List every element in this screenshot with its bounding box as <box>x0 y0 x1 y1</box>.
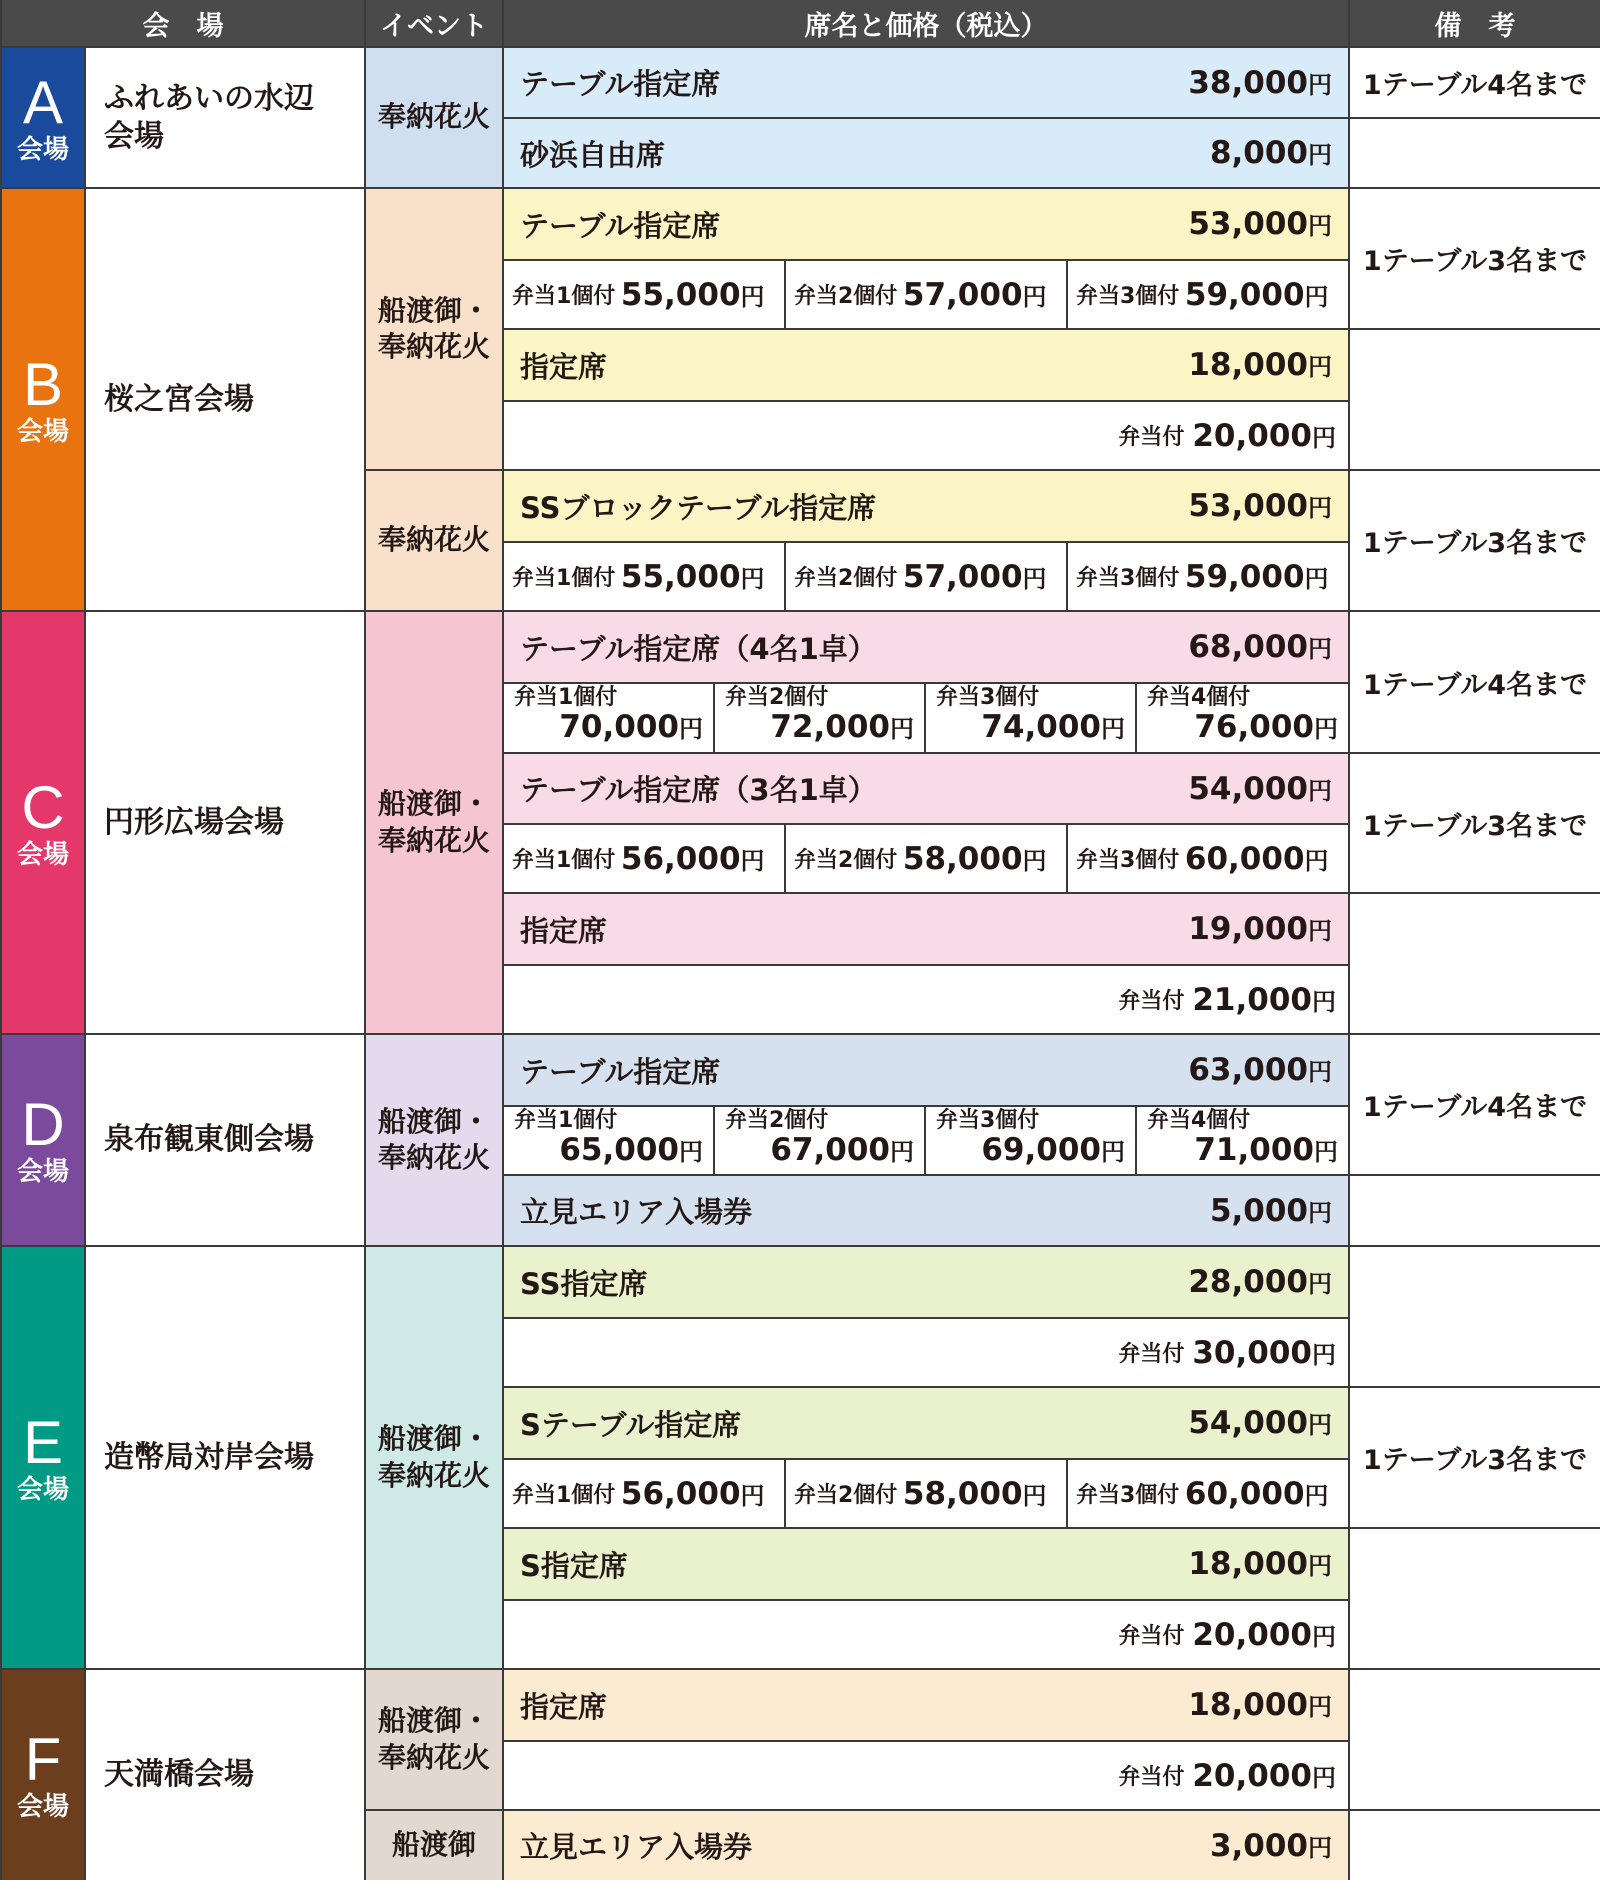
note-f1 <box>1350 1670 1600 1809</box>
seat-name: 指定席 <box>520 1689 608 1724</box>
bento-price: 59,000 <box>1184 276 1305 313</box>
bento-label: 弁当3個付 <box>936 1108 1040 1133</box>
bento-option <box>504 1601 1348 1668</box>
event-c <box>366 612 502 1033</box>
seat-row-a1 <box>504 48 1348 117</box>
venue-letter-a <box>2 48 84 187</box>
note-d2 <box>1350 1176 1600 1245</box>
bento-label: 弁当付 <box>1118 1765 1185 1790</box>
event-b2 <box>366 471 502 610</box>
bento-option <box>504 1319 1348 1386</box>
bento-price: 65,000 <box>559 1132 679 1169</box>
header-notes: 備 考 <box>1350 0 1600 46</box>
bento-price: 60,000 <box>1184 840 1305 877</box>
bento-price: 59,000 <box>1184 558 1305 595</box>
event-label-line1: 船渡御・ <box>377 1104 490 1138</box>
event-label-line2: 奉納花火 <box>377 330 490 363</box>
bento-option <box>715 684 924 752</box>
venue-name-line1: ふれあいの水辺 <box>104 81 314 116</box>
bento-option <box>504 543 784 610</box>
note-e1 <box>1350 1247 1600 1386</box>
venue-letter-e <box>2 1247 84 1668</box>
bento-option <box>786 1460 1066 1527</box>
yen-unit: 円 <box>1308 1411 1332 1439</box>
seat-row-c2 <box>504 754 1348 823</box>
seat-price: 8,000 <box>1209 135 1308 171</box>
venue-suffix: 会場 <box>16 839 69 870</box>
bento-label: 弁当2個付 <box>794 1483 898 1508</box>
seat-name: 立見エリア入場券 <box>520 1195 753 1229</box>
seat-price: 28,000 <box>1188 1264 1308 1300</box>
seat-name: S指定席 <box>520 1548 628 1583</box>
seat-name: テーブル指定席 <box>520 67 721 101</box>
note-c1: 1テーブル4名まで <box>1350 612 1600 752</box>
bento-option <box>504 966 1348 1033</box>
bento-option <box>786 543 1066 610</box>
yen-unit: 円 <box>1312 988 1336 1016</box>
bento-price: 76,000 <box>1194 709 1314 746</box>
bento-label: 弁当付 <box>1118 989 1185 1014</box>
bento-price: 55,000 <box>620 558 741 595</box>
bento-label: 弁当3個付 <box>1076 848 1180 873</box>
seat-name: 砂浜自由席 <box>520 137 666 172</box>
seat-price: 63,000 <box>1188 1052 1308 1088</box>
seat-price: 18,000 <box>1188 347 1308 383</box>
bento-option <box>1137 1107 1348 1174</box>
venue-name: 泉布観東側会場 <box>104 1122 314 1158</box>
bento-price: 56,000 <box>620 840 741 877</box>
seat-price: 18,000 <box>1188 1546 1308 1582</box>
bento-label: 弁当2個付 <box>794 284 898 309</box>
venue-letter: F <box>24 1726 62 1793</box>
seat-row-c1 <box>504 612 1348 682</box>
venue-name-d <box>86 1035 364 1245</box>
bento-option <box>1068 825 1348 892</box>
seat-row-e1 <box>504 1247 1348 1317</box>
bento-price: 57,000 <box>902 276 1023 313</box>
venue-suffix: 会場 <box>16 1474 69 1505</box>
bento-label: 弁当2個付 <box>794 848 898 873</box>
yen-unit: 円 <box>890 1138 914 1167</box>
bento-option <box>504 1460 784 1527</box>
bento-option <box>504 1742 1348 1809</box>
yen-unit: 円 <box>1308 1552 1332 1580</box>
venue-name-e <box>86 1247 364 1668</box>
seat-name: Sテーブル指定席 <box>520 1407 742 1442</box>
yen-unit: 円 <box>740 1482 765 1510</box>
venue-suffix: 会場 <box>16 1157 69 1187</box>
bento-price: 72,000 <box>770 709 890 746</box>
yen-unit: 円 <box>740 283 765 311</box>
seat-price: 3,000 <box>1209 1827 1308 1864</box>
event-e <box>366 1247 502 1668</box>
yen-unit: 円 <box>1308 1693 1332 1721</box>
yen-unit: 円 <box>1101 715 1125 744</box>
bento-label: 弁当4個付 <box>1147 685 1251 710</box>
note-e3 <box>1350 1529 1600 1668</box>
seat-row-e2 <box>504 1388 1348 1458</box>
bento-price: 60,000 <box>1184 1475 1305 1512</box>
bento-label: 弁当1個付 <box>512 1483 616 1508</box>
bento-label: 弁当1個付 <box>514 1108 618 1133</box>
venue-letter-d <box>2 1035 84 1245</box>
venue-suffix: 会場 <box>16 1792 69 1822</box>
seat-price: 68,000 <box>1188 629 1308 665</box>
bento-label: 弁当付 <box>1118 1342 1185 1367</box>
yen-unit: 円 <box>1312 1623 1336 1651</box>
seat-row-b1 <box>504 189 1348 259</box>
bento-price: 74,000 <box>981 709 1101 746</box>
bento-option <box>504 1107 713 1174</box>
venue-letter: E <box>22 1408 64 1476</box>
yen-unit: 円 <box>1312 424 1336 452</box>
bento-label: 弁当1個付 <box>514 685 618 710</box>
event-label: 船渡御 <box>391 1828 476 1862</box>
venue-name: 造幣局対岸会場 <box>104 1439 314 1475</box>
seat-price: 5,000 <box>1209 1192 1308 1229</box>
event-a <box>366 48 502 187</box>
bento-label: 弁当2個付 <box>794 566 898 591</box>
seat-name: テーブル指定席 <box>520 208 721 243</box>
bento-label: 弁当4個付 <box>1147 1108 1251 1133</box>
bento-label: 弁当3個付 <box>1076 1483 1180 1508</box>
venue-name-line2: 会場 <box>104 118 164 154</box>
note-a1: 1テーブル4名まで <box>1350 48 1600 117</box>
yen-unit: 円 <box>1308 1833 1332 1862</box>
seat-price: 53,000 <box>1188 206 1308 242</box>
bento-option <box>504 825 784 892</box>
bento-price: 57,000 <box>902 558 1023 595</box>
bento-option <box>1068 543 1348 610</box>
yen-unit: 円 <box>1308 353 1332 381</box>
venue-letter: B <box>22 350 64 418</box>
yen-unit: 円 <box>1308 1058 1332 1086</box>
seat-row-d1 <box>504 1035 1348 1105</box>
bento-label: 弁当1個付 <box>512 284 616 309</box>
yen-unit: 円 <box>1314 715 1338 744</box>
seat-name: 立見エリア入場券 <box>520 1830 753 1864</box>
venue-name: 天満橋会場 <box>104 1757 254 1793</box>
seat-row-f1 <box>504 1670 1348 1740</box>
yen-unit: 円 <box>679 715 703 744</box>
yen-unit: 円 <box>1304 565 1329 593</box>
seat-name: 指定席 <box>520 913 608 948</box>
venue-letter: C <box>21 773 65 841</box>
bento-price: 21,000 <box>1192 981 1312 1018</box>
yen-unit: 円 <box>1308 635 1332 663</box>
bento-label: 弁当2個付 <box>725 685 829 710</box>
yen-unit: 円 <box>1308 1198 1332 1227</box>
note-a2 <box>1350 119 1600 187</box>
venue-name-b <box>86 189 364 610</box>
venue-letter-b <box>2 189 84 610</box>
yen-unit: 円 <box>1022 283 1047 311</box>
note-b3: 1テーブル3名まで <box>1350 471 1600 610</box>
yen-unit: 円 <box>679 1138 703 1167</box>
venue-name-f <box>86 1670 364 1880</box>
seat-name: 指定席 <box>520 349 608 384</box>
bento-option <box>926 684 1135 752</box>
bento-option <box>504 261 784 328</box>
bento-price: 58,000 <box>902 840 1023 877</box>
event-label-line1: 船渡御・ <box>377 787 490 821</box>
note-c2: 1テーブル3名まで <box>1350 754 1600 892</box>
event-label-line2: 奉納花火 <box>377 1740 490 1774</box>
seat-row-e3 <box>504 1529 1348 1599</box>
bento-price: 20,000 <box>1192 417 1312 454</box>
seat-row-b3 <box>504 471 1348 541</box>
header-seats: 席名と価格（税込） <box>504 0 1348 46</box>
venue-letter: D <box>21 1091 65 1158</box>
venue-letter-c <box>2 612 84 1033</box>
seat-name: SS指定席 <box>520 1266 648 1301</box>
yen-unit: 円 <box>1308 1270 1332 1298</box>
seat-name: テーブル指定席（4名1卓） <box>520 631 877 666</box>
yen-unit: 円 <box>1101 1138 1125 1167</box>
venue-name: 桜之宮会場 <box>104 381 254 417</box>
seat-row-c3 <box>504 894 1348 964</box>
bento-price: 69,000 <box>981 1132 1101 1169</box>
seat-row-a2 <box>504 119 1348 187</box>
yen-unit: 円 <box>740 847 765 875</box>
yen-unit: 円 <box>1308 917 1332 945</box>
event-label: 奉納花火 <box>377 523 490 557</box>
venue-suffix: 会場 <box>16 416 69 447</box>
seat-price: 18,000 <box>1188 1687 1308 1723</box>
bento-label: 弁当3個付 <box>936 685 1040 710</box>
note-d1: 1テーブル4名まで <box>1350 1035 1600 1174</box>
bento-price: 71,000 <box>1194 1132 1314 1169</box>
event-label-line1: 船渡御・ <box>377 1422 490 1456</box>
bento-price: 67,000 <box>770 1132 890 1169</box>
yen-unit: 円 <box>1308 494 1332 522</box>
bento-option <box>1068 1460 1348 1527</box>
event-label-line1: 船渡御・ <box>377 293 490 327</box>
event-label-line2: 奉納花火 <box>377 1141 490 1174</box>
seat-price: 38,000 <box>1188 64 1308 101</box>
yen-unit: 円 <box>1312 1341 1336 1369</box>
event-label-line1: 船渡御・ <box>377 1704 490 1738</box>
yen-unit: 円 <box>740 565 765 593</box>
bento-option <box>715 1107 924 1174</box>
event-label-line2: 奉納花火 <box>377 823 490 857</box>
note-e2: 1テーブル3名まで <box>1350 1388 1600 1527</box>
note-f2 <box>1350 1811 1600 1880</box>
event-d <box>366 1035 502 1245</box>
venue-name: 円形広場会場 <box>104 804 284 840</box>
bento-price: 58,000 <box>902 1475 1023 1512</box>
bento-option <box>1137 684 1348 752</box>
yen-unit: 円 <box>1314 1138 1338 1167</box>
venue-letter: A <box>22 68 64 136</box>
note-b1: 1テーブル3名まで <box>1350 189 1600 328</box>
bento-price: 30,000 <box>1192 1334 1312 1371</box>
bento-label: 弁当3個付 <box>1076 566 1180 591</box>
seat-price: 54,000 <box>1188 1405 1308 1441</box>
bento-label: 弁当3個付 <box>1076 284 1180 309</box>
venue-name-a <box>86 48 364 187</box>
yen-unit: 円 <box>890 715 914 744</box>
seat-price: 54,000 <box>1188 770 1308 807</box>
seat-row-f2 <box>504 1811 1348 1880</box>
header-event: イベント <box>366 0 502 46</box>
bento-label: 弁当付 <box>1118 1624 1185 1649</box>
venue-name-c <box>86 612 364 1033</box>
bento-price: 20,000 <box>1192 1757 1312 1794</box>
event-label: 奉納花火 <box>377 100 490 134</box>
bento-option <box>786 825 1066 892</box>
yen-unit: 円 <box>1304 1482 1329 1510</box>
seat-name: テーブル指定席 <box>520 1054 721 1089</box>
event-b1 <box>366 189 502 469</box>
yen-unit: 円 <box>1308 212 1332 240</box>
header-venue: 会 場 <box>2 0 364 46</box>
venue-letter-f <box>2 1670 84 1880</box>
bento-price: 55,000 <box>620 276 741 313</box>
bento-option <box>1068 261 1348 328</box>
bento-label: 弁当付 <box>1118 425 1185 450</box>
venue-suffix: 会場 <box>16 134 69 165</box>
yen-unit: 円 <box>1022 1482 1047 1510</box>
event-f2 <box>366 1811 502 1880</box>
seat-name: SSブロックテーブル指定席 <box>520 490 877 525</box>
seat-name: テーブル指定席（3名1卓） <box>520 773 877 807</box>
bento-label: 弁当2個付 <box>725 1108 829 1133</box>
seat-row-d2 <box>504 1176 1348 1245</box>
bento-option <box>504 402 1348 469</box>
yen-unit: 円 <box>1308 141 1332 169</box>
bento-option <box>926 1107 1135 1174</box>
bento-price: 56,000 <box>620 1475 741 1512</box>
seat-price: 19,000 <box>1188 911 1308 947</box>
bento-price: 70,000 <box>559 709 679 746</box>
yen-unit: 円 <box>1304 283 1329 311</box>
bento-label: 弁当1個付 <box>512 848 616 873</box>
note-b2 <box>1350 330 1600 469</box>
yen-unit: 円 <box>1022 847 1047 875</box>
bento-option <box>504 684 713 752</box>
event-f1 <box>366 1670 502 1809</box>
seat-price: 53,000 <box>1188 488 1308 524</box>
yen-unit: 円 <box>1304 847 1329 875</box>
yen-unit: 円 <box>1312 1764 1336 1792</box>
seat-row-b2 <box>504 330 1348 400</box>
yen-unit: 円 <box>1308 776 1332 805</box>
bento-label: 弁当1個付 <box>512 566 616 591</box>
yen-unit: 円 <box>1308 70 1332 99</box>
note-c3 <box>1350 894 1600 1033</box>
yen-unit: 円 <box>1022 565 1047 593</box>
bento-option <box>786 261 1066 328</box>
bento-price: 20,000 <box>1192 1616 1312 1653</box>
event-label-line2: 奉納花火 <box>377 1458 490 1492</box>
